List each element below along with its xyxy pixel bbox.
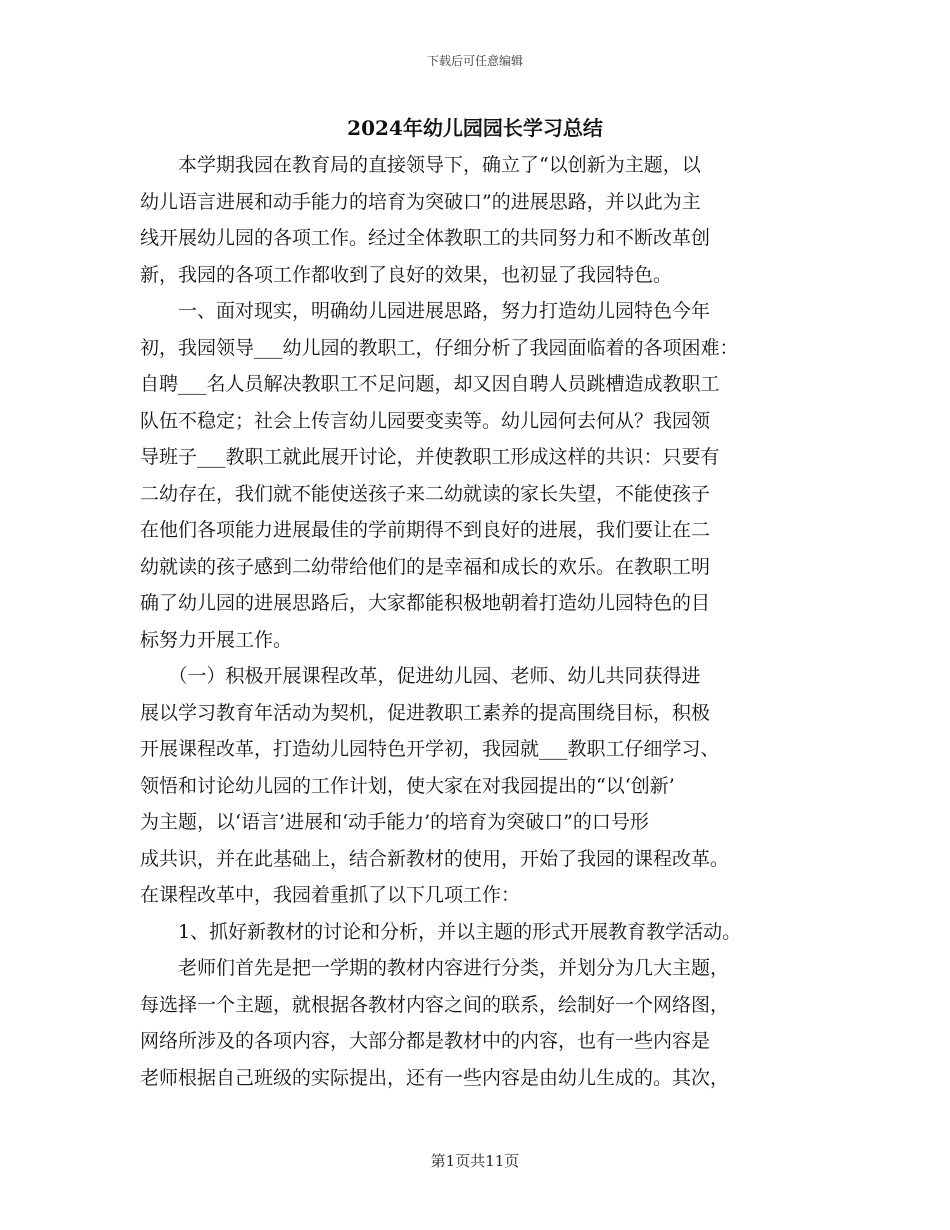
text-line: 幼就读的孩子感到二幼带给他们的是幸福和成长的欢乐。在教职工明 <box>140 555 711 578</box>
text-line: 导班子___教职工就此展开讨论，并使教职工形成这样的共识：只要有 <box>140 446 720 468</box>
text-line: 成共识，并在此基础上，结合新教材的使用，开始了我园的课程改革。 <box>140 847 730 870</box>
text-line: 二幼存在，我们就不能使送孩子来二幼就读的家长失望，不能使孩子 <box>140 482 711 505</box>
text-line: 确了幼儿园的进展思路后，大家都能积极地朝着打造幼儿园特色的目 <box>140 592 711 614</box>
text-line: 每选择一个主题，就根据各教材内容之间的联系，绘制好一个网络图， <box>140 993 730 1016</box>
text-line: 领悟和讨论幼儿园的工作计划，使大家在对我园提出的“以‘创新’ <box>140 774 675 797</box>
text-line: 线开展幼儿园的各项工作。经过全体教职工的共同努力和不断改革创 <box>140 227 711 249</box>
text-line: 1、抓好新教材的讨论和分析，并以主题的形式开展教育教学活动。 <box>140 920 742 943</box>
text-line: 老师们首先是把一学期的教材内容进行分类，并划分为几大主题， <box>140 957 730 979</box>
text-line: 自聘___名人员解决教职工不足问题，却又因自聘人员跳槽造成教职工 <box>140 373 720 395</box>
text-line: （一）积极开展课程改革，促进幼儿园、老师、幼儿共同获得进 <box>140 665 701 687</box>
text-line: 新，我园的各项工作都收到了良好的效果，也初显了我园特色。 <box>140 263 673 286</box>
text-line: 一、面对现实，明确幼儿园进展思路，努力打造幼儿园特色今年 <box>140 300 711 322</box>
text-line: 本学期我园在教育局的直接领导下，确立了“以创新为主题，以 <box>140 154 701 176</box>
text-line: 初，我园领导___幼儿园的教职工，仔细分析了我园面临着的各项困难： <box>140 336 739 359</box>
text-line: 幼儿语言进展和动手能力的培育为突破口”的进展思路，并以此为主 <box>140 190 701 213</box>
header-note: 下载后可任意编辑 <box>426 54 523 68</box>
text-line: 展以学习教育年活动为契机，促进教职工素养的提高围绕目标，积极 <box>140 701 711 724</box>
text-line: 老师根据自己班级的实际提出，还有一些内容是由幼儿生成的。其次， <box>140 1066 730 1089</box>
document-title: 2024年幼儿园园长学习总结 <box>347 116 603 140</box>
text-line: 为主题，以‘语言’进展和‘动手能力’的培育为突破口”的口号形 <box>140 811 649 833</box>
page-number: 第1页共11页 <box>430 1152 520 1170</box>
text-line: 队伍不稳定；社会上传言幼儿园要变卖等。幼儿园何去何从？我园领 <box>140 409 711 432</box>
text-line: 标努力开展工作。 <box>140 628 293 651</box>
document-body <box>140 147 820 1096</box>
text-line: 在他们各项能力进展最佳的学前期得不到良好的进展，我们要让在二 <box>140 519 711 541</box>
text-line: 开展课程改革，打造幼儿园特色开学初，我园就___教职工仔细学习、 <box>140 738 720 760</box>
text-line: 在课程改革中，我园着重抓了以下几项工作： <box>140 884 521 906</box>
text-line: 网络所涉及的各项内容，大部分都是教材中的内容，也有一些内容是 <box>140 1030 711 1052</box>
